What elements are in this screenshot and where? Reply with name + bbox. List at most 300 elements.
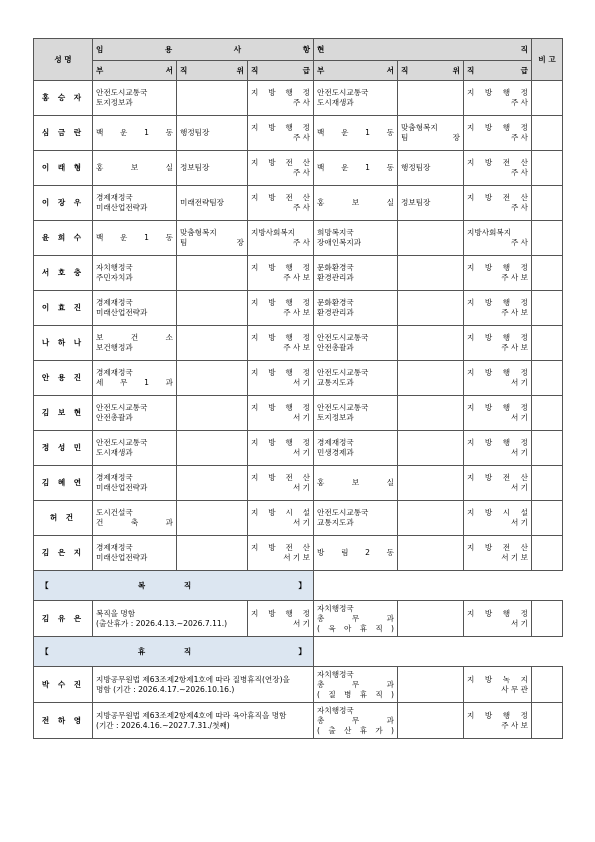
appointment-grade-line: 지 방 행 정	[251, 608, 311, 618]
appointment-dept-line: 미래산업전략과	[96, 308, 148, 317]
appointment-grade-line: 지 방 행 정	[251, 368, 311, 377]
person-name: 허 건	[34, 501, 93, 536]
appointment-grade-line: 서 기 보	[283, 553, 311, 562]
current-position	[398, 221, 464, 256]
current-dept	[314, 116, 398, 151]
remarks-cell	[532, 601, 563, 637]
current-dept-line: 안전도시교통국	[317, 368, 369, 377]
current-position	[398, 396, 464, 431]
current-dept-line: 총 무 과	[317, 715, 395, 725]
current-dept-line: 백 운 1 동	[317, 128, 395, 137]
current-dept-line: 교통지도과	[317, 378, 354, 387]
current-dept-line: 경제재정국	[317, 438, 354, 447]
person-name: 김 유 은	[34, 601, 93, 637]
current-position	[398, 501, 464, 536]
appointment-position-line: 행정팀장	[180, 128, 210, 137]
appointment-position-line: 미래전략팀장	[180, 198, 225, 207]
current-grade-line: 서 기	[510, 618, 529, 628]
appointment-dept	[93, 361, 177, 396]
current-position	[398, 256, 464, 291]
current-dept-line: 안전도시교통국	[317, 508, 369, 517]
current-grade	[464, 186, 532, 221]
current-grade-line: 주 사 보	[501, 308, 529, 317]
appointment-dept	[93, 466, 177, 501]
appointment-grade	[248, 396, 314, 431]
appointment-dept	[93, 431, 177, 466]
appointment-dept	[93, 256, 177, 291]
appointment-grade	[248, 326, 314, 361]
current-grade-line: 서 기 보	[501, 553, 529, 562]
appointment-grade	[248, 291, 314, 326]
current-position-line: 팀 장	[401, 133, 461, 142]
appointment-dept-line: 미래산업전략과	[96, 553, 148, 562]
current-dept	[314, 291, 398, 326]
appointment-dept-line: 경제재정국	[96, 473, 133, 482]
appointment-position	[177, 326, 248, 361]
appointment-grade-line: 주 사	[292, 168, 311, 177]
remarks-cell	[532, 326, 563, 361]
appointment-grade	[248, 601, 314, 637]
current-grade	[464, 601, 532, 637]
table-row	[34, 291, 563, 326]
table-row	[34, 501, 563, 536]
current-dept	[314, 536, 398, 571]
current-dept	[314, 81, 398, 116]
person-name: 전 하 영	[34, 703, 93, 739]
current-dept	[314, 256, 398, 291]
appointment-grade-line: 지 방 행 정	[251, 263, 311, 272]
appointment-grade-line: 주 사	[292, 203, 311, 212]
current-dept	[314, 501, 398, 536]
current-dept	[314, 361, 398, 396]
current-grade-line: 주 사 보	[501, 343, 529, 352]
current-grade-line: 지 방 전 산	[467, 473, 529, 482]
table-row	[34, 256, 563, 291]
table-row	[34, 326, 563, 361]
appointment-dept-line: 보 건 소	[96, 333, 173, 342]
appointment-grade	[248, 81, 314, 116]
current-grade	[464, 116, 532, 151]
header-cur-grade: 직 급	[464, 61, 532, 81]
appointment-grade	[248, 256, 314, 291]
current-grade-line: 지 방 시 설	[467, 508, 529, 517]
appointment-dept-line: 안전도시교통국	[96, 403, 148, 412]
appointment-dept	[93, 501, 177, 536]
appointment-dept-line: 주민자치과	[96, 273, 133, 282]
appointment-position	[177, 256, 248, 291]
appointment-grade	[248, 116, 314, 151]
appointment-grade-line: 지 방 전 산	[251, 193, 311, 202]
appointment-dept-line: 보건행정과	[96, 343, 133, 352]
appointment-dept-line: 도시건설국	[96, 508, 133, 517]
appointment-dept-line: 경제재정국	[96, 193, 133, 202]
appointment-position	[177, 186, 248, 221]
appointment-position-line: 정보팀장	[180, 163, 210, 172]
person-name: 이 래 형	[34, 151, 93, 186]
remarks-cell	[532, 536, 563, 571]
table-row	[34, 667, 563, 703]
appointment-grade-line: 지 방 행 정	[251, 88, 311, 97]
current-grade-line: 지 방 행 정	[467, 263, 529, 272]
appointment-grade-line: 지 방 전 산	[251, 473, 311, 482]
current-position	[398, 361, 464, 396]
appointment-dept	[93, 536, 177, 571]
appointment-grade-line: 지 방 행 정	[251, 438, 311, 447]
section-leave-heading-close: 】	[298, 646, 307, 656]
appointment-grade-line: 지 방 전 산	[251, 543, 311, 552]
current-grade	[464, 667, 532, 703]
appointment-dept-line: 경제재정국	[96, 298, 133, 307]
header-cur-position: 직 위	[398, 61, 464, 81]
current-dept	[314, 396, 398, 431]
current-grade-line: 서 기	[510, 448, 529, 457]
current-grade-line: 서 기	[510, 483, 529, 492]
person-name: 안 용 진	[34, 361, 93, 396]
current-dept	[314, 667, 398, 703]
order-text	[93, 667, 314, 703]
appointment-grade-line: 주 사 보	[283, 308, 311, 317]
table-row	[34, 536, 563, 571]
current-dept-line: 문화환경국	[317, 298, 354, 307]
current-position	[398, 431, 464, 466]
appointment-grade	[248, 431, 314, 466]
current-dept-line: 총 무 과	[317, 679, 395, 689]
current-dept	[314, 466, 398, 501]
current-position-line: 행정팀장	[401, 163, 431, 172]
current-grade-line: 주 사	[510, 203, 529, 212]
order-text-line: 지방공무원법 제63조제2항제1호에 따라 질병휴직(연장)을	[96, 674, 290, 684]
appointment-grade-line: 서 기	[292, 483, 311, 492]
current-position	[398, 116, 464, 151]
header-app-grade: 직 급	[248, 61, 314, 81]
current-dept-line: ( 출 산 휴 가 )	[317, 725, 395, 735]
section-reinstate-heading: 복 직	[137, 580, 210, 590]
current-position-line: 정보팀장	[401, 198, 431, 207]
appointment-grade-line: 서 기	[292, 448, 311, 457]
current-grade	[464, 396, 532, 431]
appointment-grade	[248, 186, 314, 221]
appointment-grade-line: 지 방 전 산	[251, 158, 311, 167]
current-dept-line: 민생경제과	[317, 448, 354, 457]
appointment-dept-line: 안전도시교통국	[96, 438, 148, 447]
appointment-position	[177, 116, 248, 151]
current-dept	[314, 326, 398, 361]
remarks-cell	[532, 396, 563, 431]
person-name: 심 금 란	[34, 116, 93, 151]
remarks-cell	[532, 667, 563, 703]
current-grade	[464, 151, 532, 186]
appointment-position	[177, 291, 248, 326]
person-name: 윤 희 수	[34, 221, 93, 256]
current-position-line: 맞춤형복지	[401, 123, 438, 132]
current-grade	[464, 326, 532, 361]
current-dept-line: 장애인복지과	[317, 238, 362, 247]
appointment-grade-line: 지 방 행 정	[251, 298, 311, 307]
current-grade	[464, 536, 532, 571]
order-text-line: 명함 (기간 : 2026.4.17.~2026.10.16.)	[96, 684, 235, 694]
person-name: 홍 승 자	[34, 81, 93, 116]
section-leave	[34, 637, 563, 667]
table-row	[34, 396, 563, 431]
current-grade-line: 주 사 보	[501, 273, 529, 282]
header-app-dept: 부 서	[93, 61, 177, 81]
current-grade-line: 서 기	[510, 413, 529, 422]
current-dept-line: 희망복지국	[317, 228, 354, 237]
appointment-dept	[93, 326, 177, 361]
personnel-table	[33, 38, 563, 739]
appointment-position	[177, 501, 248, 536]
current-position	[398, 536, 464, 571]
remarks-cell	[532, 501, 563, 536]
current-dept-line: 자치행정국	[317, 669, 354, 679]
appointment-dept	[93, 291, 177, 326]
remarks-cell	[532, 256, 563, 291]
current-dept-line: 자치행정국	[317, 603, 354, 613]
current-grade-line: 사 무 관	[501, 684, 529, 694]
current-grade	[464, 431, 532, 466]
current-grade-line: 지 방 행 정	[467, 438, 529, 447]
current-dept	[314, 601, 398, 637]
table-row	[34, 221, 563, 256]
person-name: 나 하 나	[34, 326, 93, 361]
current-position	[398, 466, 464, 501]
current-dept	[314, 703, 398, 739]
current-grade-line: 서 기	[510, 378, 529, 387]
current-grade-line: 지 방 행 정	[467, 298, 529, 307]
current-dept-line: 홍 보 실	[317, 198, 395, 207]
table-row	[34, 116, 563, 151]
current-dept-line: 토지정보과	[317, 413, 354, 422]
current-position	[398, 703, 464, 739]
section-leave-heading	[34, 637, 314, 667]
appointment-grade-line: 지 방 행 정	[251, 403, 311, 412]
section-reinstate-heading	[34, 571, 314, 601]
appointment-grade-line: 주 사	[292, 98, 311, 107]
current-grade-line: 지 방 행 정	[467, 123, 529, 132]
appointment-dept-line: 도시재생과	[96, 448, 133, 457]
current-dept-line: 안전총괄과	[317, 343, 354, 352]
current-grade-line: 주 사	[510, 133, 529, 142]
current-grade	[464, 81, 532, 116]
person-name: 이 효 진	[34, 291, 93, 326]
current-dept-line: 환경관리과	[317, 308, 354, 317]
current-dept-line: 안전도시교통국	[317, 88, 369, 97]
current-position	[398, 81, 464, 116]
remarks-cell	[532, 361, 563, 396]
current-grade	[464, 256, 532, 291]
person-name: 이 장 우	[34, 186, 93, 221]
current-dept-line: 환경관리과	[317, 273, 354, 282]
appointment-dept	[93, 186, 177, 221]
current-dept-line: 문화환경국	[317, 263, 354, 272]
appointment-grade-line: 주 사 보	[283, 273, 311, 282]
remarks-cell	[532, 466, 563, 501]
current-dept	[314, 431, 398, 466]
current-grade	[464, 361, 532, 396]
header-name: 성 명	[34, 39, 93, 81]
header-app-position: 직 위	[177, 61, 248, 81]
order-text	[93, 703, 314, 739]
table-row	[34, 151, 563, 186]
appointment-grade	[248, 361, 314, 396]
person-name: 김 은 지	[34, 536, 93, 571]
appointment-grade	[248, 536, 314, 571]
table-row	[34, 703, 563, 739]
order-text-line: (기간 : 2026.4.16.~2027.7.31./첫째)	[96, 720, 230, 730]
person-name: 김 혜 연	[34, 466, 93, 501]
section-reinstate-heading-open: 【	[41, 580, 49, 590]
appointment-dept	[93, 396, 177, 431]
appointment-position	[177, 536, 248, 571]
current-dept-line: 총 무 과	[317, 613, 395, 623]
appointment-dept-line: 백 운 1 동	[96, 128, 173, 137]
current-grade-line: 서 기	[510, 518, 529, 527]
appointment-grade-line: 주 사	[292, 238, 311, 247]
current-dept-line: 안전도시교통국	[317, 403, 369, 412]
current-grade	[464, 703, 532, 739]
current-grade-line: 지 방 녹 지	[467, 674, 529, 684]
appointment-grade-line: 서 기	[292, 413, 311, 422]
remarks-cell	[532, 291, 563, 326]
current-grade	[464, 291, 532, 326]
appointment-dept	[93, 151, 177, 186]
appointment-grade-line: 서 기	[292, 618, 311, 628]
appointment-dept-line: 홍 보 실	[96, 163, 173, 172]
appointment-grade-line: 지 방 행 정	[251, 123, 311, 132]
table-row	[34, 466, 563, 501]
current-dept-line: 백 운 1 동	[317, 163, 395, 172]
current-position	[398, 601, 464, 637]
appointment-dept-line: 안전도시교통국	[96, 88, 148, 97]
appointment-dept-line: 백 운 1 동	[96, 233, 173, 242]
appointment-grade-line: 지 방 행 정	[251, 333, 311, 342]
remarks-cell	[532, 431, 563, 466]
current-grade-line: 주 사	[510, 98, 529, 107]
appointment-dept-line: 자치행정국	[96, 263, 133, 272]
current-grade	[464, 501, 532, 536]
order-text-line: 복직을 명함	[96, 608, 136, 618]
header-remarks: 비 고	[532, 39, 563, 81]
current-grade-line: 지 방 행 정	[467, 403, 529, 412]
appointment-position	[177, 466, 248, 501]
appointment-grade-line: 서 기	[292, 518, 311, 527]
table-row	[34, 81, 563, 116]
appointment-dept-line: 경제재정국	[96, 543, 133, 552]
current-dept-line: 도시재생과	[317, 98, 354, 107]
appointment-dept-line: 세 무 1 과	[96, 378, 173, 387]
person-name: 김 보 현	[34, 396, 93, 431]
current-grade-line: 주 사	[510, 168, 529, 177]
section-leave-heading: 휴 직	[137, 646, 210, 656]
current-dept-line: 홍 보 실	[317, 478, 395, 487]
current-grade-line: 지방사회복지	[467, 228, 512, 237]
remarks-cell	[532, 116, 563, 151]
current-dept	[314, 221, 398, 256]
current-dept	[314, 151, 398, 186]
section-leave-blank	[314, 637, 563, 667]
appointment-grade	[248, 466, 314, 501]
current-dept-line: 교통지도과	[317, 518, 354, 527]
remarks-cell	[532, 81, 563, 116]
order-text	[93, 601, 248, 637]
current-grade-line: 지 방 행 정	[467, 710, 529, 720]
appointment-position	[177, 361, 248, 396]
appointment-grade-line: 지 방 시 설	[251, 508, 311, 517]
remarks-cell	[532, 703, 563, 739]
current-grade-line: 주 사 보	[501, 720, 529, 730]
current-dept-line: ( 질 병 휴 직 )	[317, 689, 395, 699]
current-dept	[314, 186, 398, 221]
appointment-dept-line: 경제재정국	[96, 368, 133, 377]
appointment-grade	[248, 501, 314, 536]
appointment-dept-line: 미래산업전략과	[96, 203, 148, 212]
appointment-dept-line: 건 축 과	[96, 518, 173, 527]
order-text-line: (출산휴가 : 2026.4.13.~2026.7.11.)	[96, 618, 228, 628]
current-grade-line: 지 방 전 산	[467, 543, 529, 552]
current-position	[398, 291, 464, 326]
current-grade-line: 지 방 행 정	[467, 608, 529, 618]
current-grade-line: 지 방 전 산	[467, 193, 529, 202]
section-reinstate	[34, 571, 563, 601]
current-position	[398, 186, 464, 221]
current-grade	[464, 221, 532, 256]
appointment-dept-line: 토지정보과	[96, 98, 133, 107]
current-dept-line: 자치행정국	[317, 705, 354, 715]
appointment-position	[177, 151, 248, 186]
appointment-position-line: 팀 장	[180, 238, 244, 247]
table-row	[34, 601, 563, 637]
appointment-grade-line: 지방사회복지	[251, 228, 296, 237]
header-cur-dept: 부 서	[314, 61, 398, 81]
person-name: 서 호 충	[34, 256, 93, 291]
section-reinstate-blank	[314, 571, 563, 601]
current-dept-line: 방 림 2 동	[317, 548, 395, 557]
appointment-grade-line: 주 사 보	[283, 343, 311, 352]
current-grade	[464, 466, 532, 501]
current-grade-line: 지 방 행 정	[467, 88, 529, 97]
appointment-position	[177, 431, 248, 466]
current-grade-line: 지 방 행 정	[467, 368, 529, 377]
person-name: 박 수 진	[34, 667, 93, 703]
appointment-grade	[248, 221, 314, 256]
appointment-dept	[93, 221, 177, 256]
appointment-grade-line: 서 기	[292, 378, 311, 387]
current-grade-line: 지 방 행 정	[467, 333, 529, 342]
current-position	[398, 326, 464, 361]
header-current: 현 직	[314, 39, 532, 61]
appointment-dept-line: 미래산업전략과	[96, 483, 148, 492]
current-position	[398, 667, 464, 703]
section-leave-heading-open: 【	[41, 646, 49, 656]
person-name: 정 성 민	[34, 431, 93, 466]
current-dept-line: ( 육 아 휴 직 )	[317, 623, 395, 633]
remarks-cell	[532, 186, 563, 221]
remarks-cell	[532, 221, 563, 256]
remarks-cell	[532, 151, 563, 186]
appointment-position	[177, 396, 248, 431]
appointment-grade-line: 주 사	[292, 133, 311, 142]
appointment-position-line: 맞춤형복지	[180, 228, 217, 237]
appointment-dept	[93, 116, 177, 151]
current-position	[398, 151, 464, 186]
section-reinstate-heading-close: 】	[298, 580, 307, 590]
appointment-dept	[93, 81, 177, 116]
appointment-position	[177, 81, 248, 116]
header-appointment: 임 용 사 항	[93, 39, 314, 61]
appointment-grade	[248, 151, 314, 186]
current-dept-line: 안전도시교통국	[317, 333, 369, 342]
order-text-line: 지방공무원법 제63조제2항제4호에 따라 육아휴직을 명함	[96, 710, 287, 720]
